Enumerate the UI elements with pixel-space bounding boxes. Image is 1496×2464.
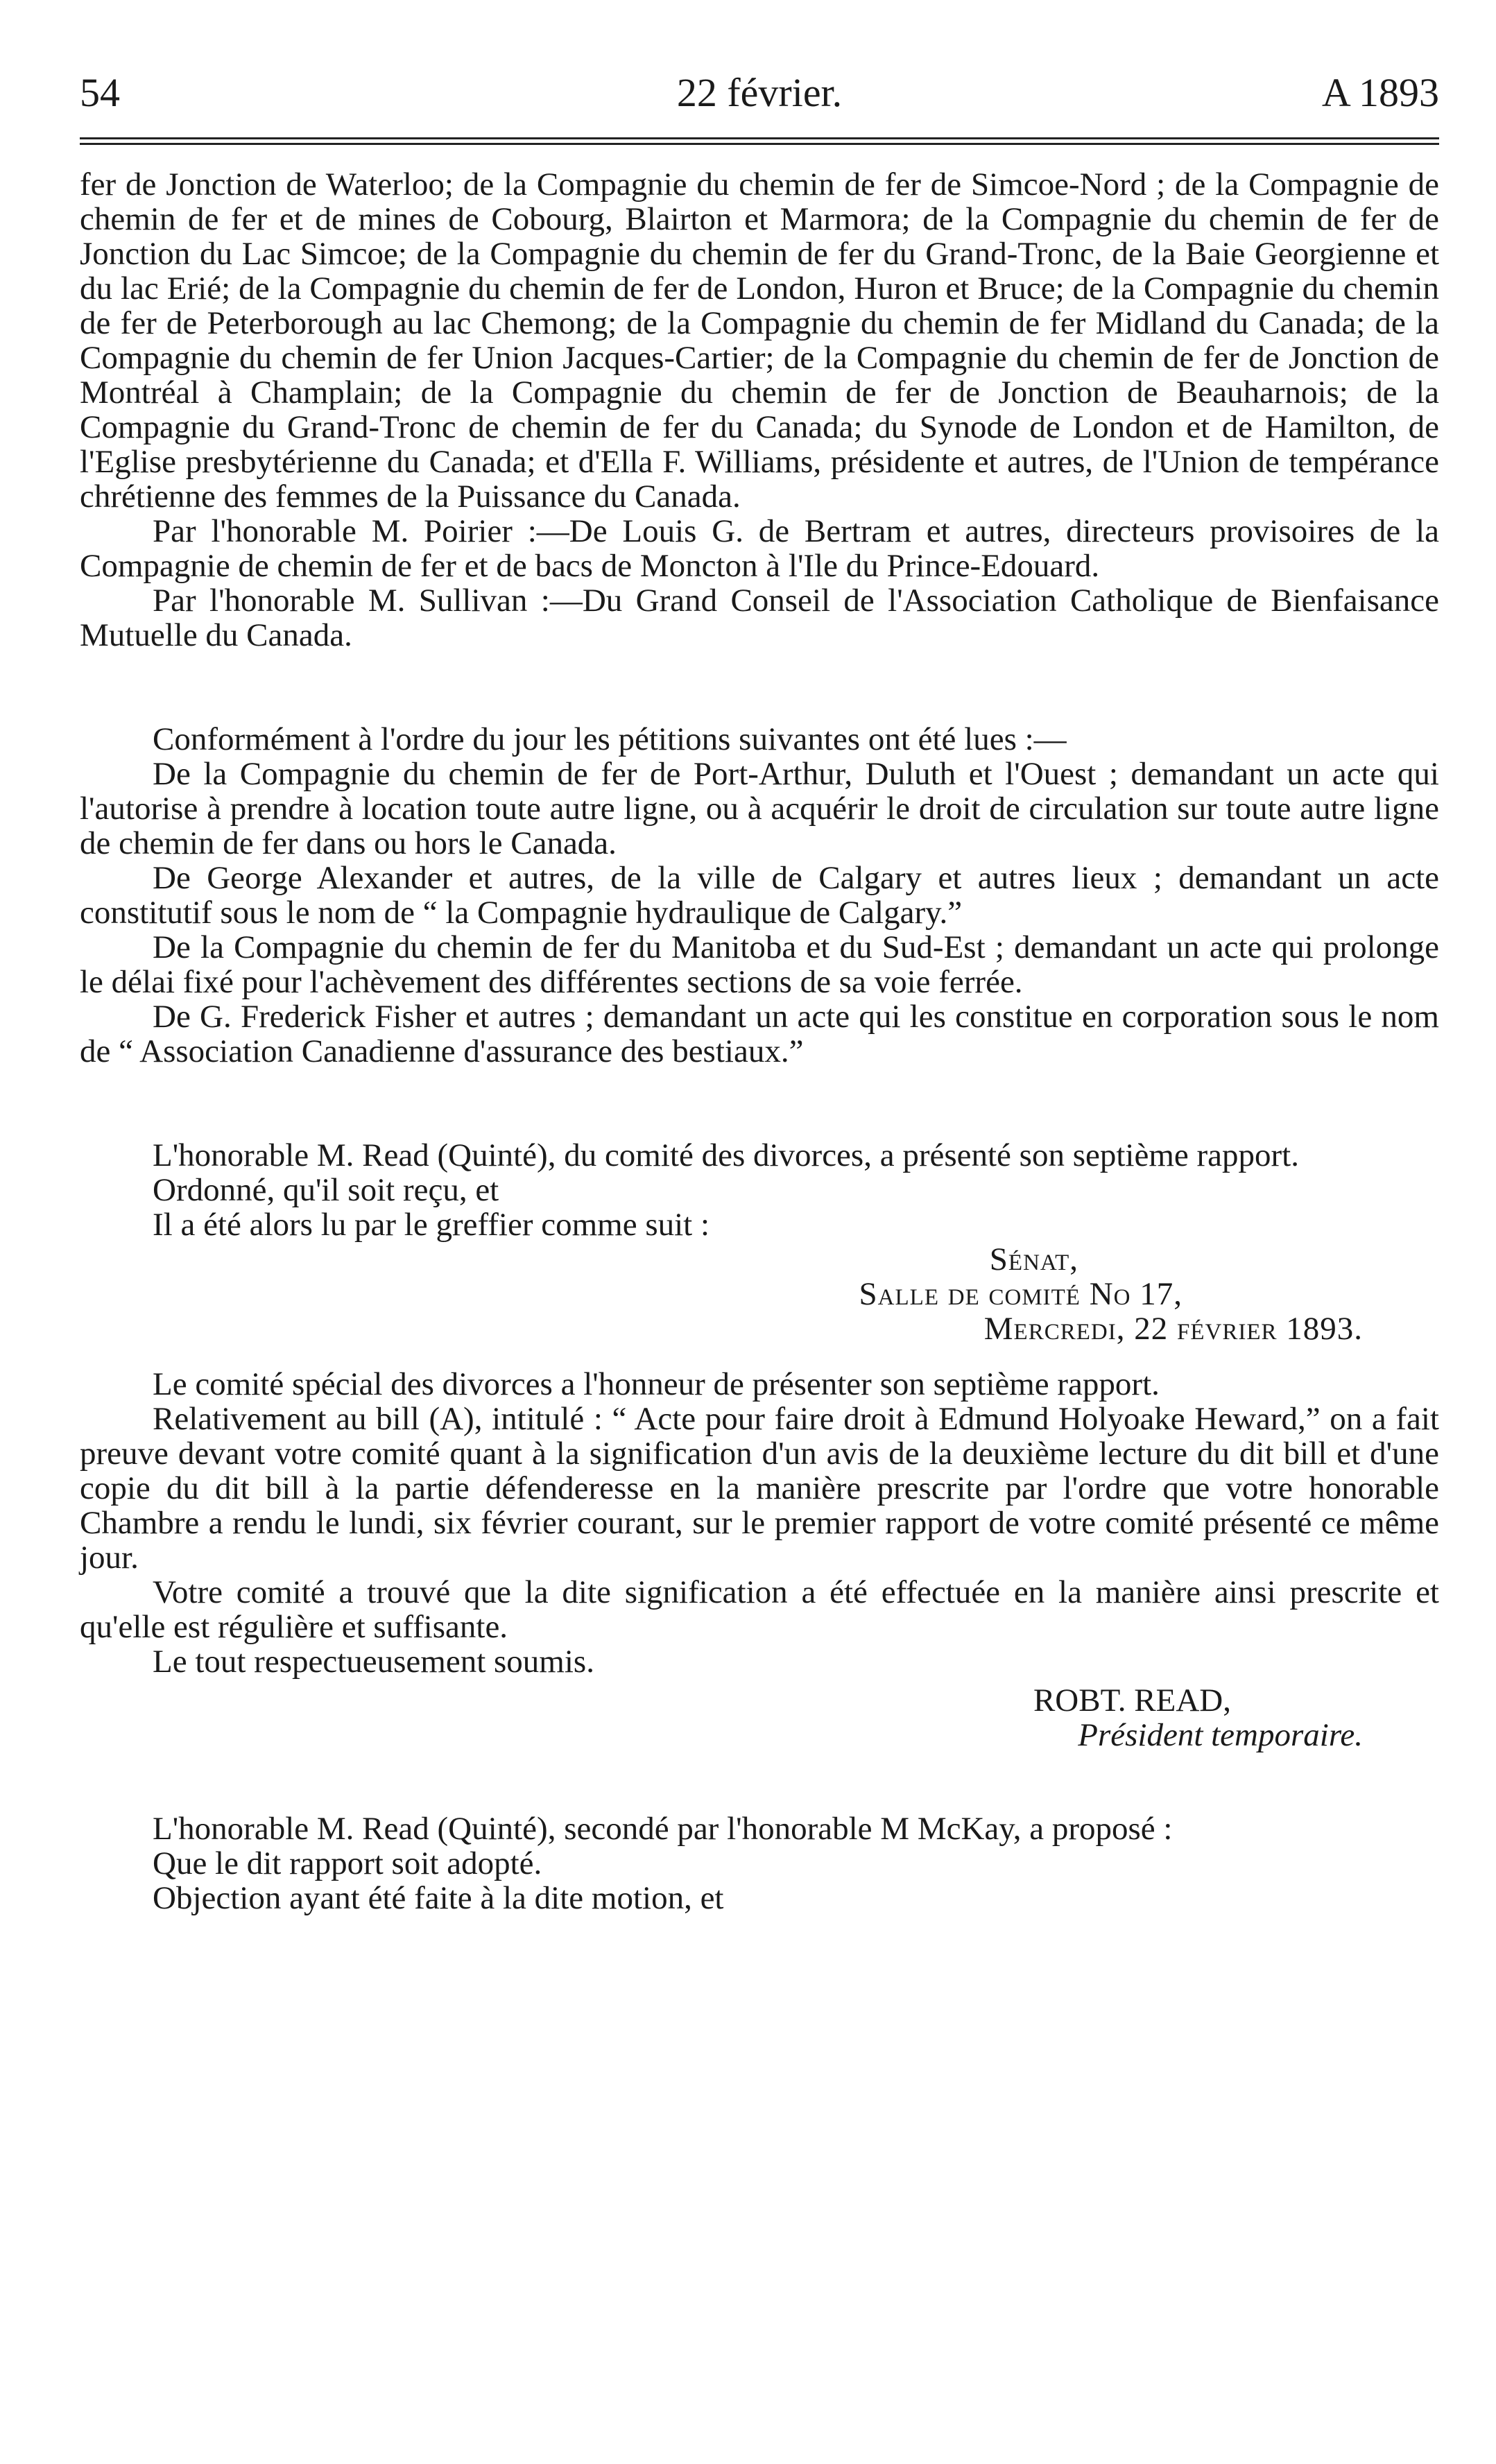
petition-list-continuation: fer de Jonction de Waterloo; de la Compagnie du chemin de fer de Simcoe-Nord ; de la Compagnie de chemin de fer et de mines de Cobourg, Blairton et Marmora; de la Compagnie du chemin de fer de Jonction du Lac Simcoe; de la Compagnie du chemin de fer du Grand-Tronc, de la Baie Georgienne et du lac Erié; de la Compagnie du chemin de fer de London, Huron et Bruce; de la Compagnie du chemin de fer de Peterborough au lac Chemong; de la Compagnie du chemin de fer Midland du Canada; de la Compagnie du chemin de fer Union Jacques-Cartier; de la Compagnie du chemin de fer de Jonction de Montréal à Champlain; de la Compagnie du chemin de fer de Jonction de Beauharnois; de la Compagnie du Grand-Tronc de chemin de fer du Canada; du Synode de London et de Hamilton, de l'Eglise presbytérienne du Canada; et d'Ella F. Williams, présidente et autres, de l'Union de tempérance chrétienne des femmes de la Puissance du Canada. [80, 166, 1439, 515]
signature-name: ROBT. READ, [1033, 1682, 1231, 1718]
report-closing: Le tout respectueusement soumis. [153, 1644, 594, 1680]
petition-manitoba: De la Compagnie du chemin de fer du Manitoba et du Sud-Est ; demandant un acte qui prolonge le délai fixé pour l'achèvement des différentes sections de sa voie ferrée. [80, 929, 1439, 1000]
header-year: A 1893 [1321, 70, 1439, 115]
header-double-rule [80, 137, 1439, 145]
signature-title: Président temporaire. [1078, 1717, 1363, 1753]
ordered-received: Ordonné, qu'il soit reçu, et [153, 1172, 499, 1208]
page-number: 54 [80, 70, 120, 115]
body-text [80, 167, 1439, 1915]
report-paragraph-3: Votre comité a trouvé que la dite signification a été effectuée en la manière ainsi prescrite et qu'elle est régulière et suffisante. [80, 1574, 1439, 1645]
report-heading-senat: Sénat, [989, 1241, 1078, 1277]
section-gap [80, 653, 1439, 722]
sullivan-petition: Par l'honorable M. Sullivan :—Du Grand Conseil de l'Association Catholique de Bienfaisance Mutuelle du Canada. [80, 583, 1439, 653]
header-date: 22 février. [676, 70, 843, 115]
petition-calgary: De George Alexander et autres, de la ville de Calgary et autres lieux ; demandant un acte constitutif sous le nom de “ la Compagnie hydraulique de Calgary.” [80, 860, 1439, 931]
report-paragraph-2: Relativement au bill (A), intitulé : “ Acte pour faire droit à Edmund Holyoake Heward,” on a fait preuve devant votre comité quant à la signification d'un avis de la deuxième lecture du dit bill et d'une copie du dit bill à la partie défenderesse en la manière prescrite par l'ordre que votre honorable Chambre a rendu le lundi, six février courant, sur le premier rapport de votre comité présenté ce même jour. [80, 1401, 1439, 1576]
motion-proposed: L'honorable M. Read (Quinté), secondé par l'honorable M McKay, a proposé : [153, 1811, 1173, 1847]
petition-port-arthur: De la Compagnie du chemin de fer de Port-Arthur, Duluth et l'Ouest ; demandant un acte qui l'autorise à prendre à location toute autre ligne, ou à acquérir le droit de circulation sur toute autre ligne de chemin de fer dans ou hors le Canada. [80, 756, 1439, 861]
report-paragraph-1: Le comité spécial des divorces a l'honneur de présenter son septième rapport. [153, 1366, 1160, 1402]
motion-text: Que le dit rapport soit adopté. [153, 1845, 542, 1881]
section-gap [80, 1752, 1439, 1811]
motion-objection: Objection ayant été faite à la dite motion, et [153, 1880, 724, 1916]
report-heading-date: Mercredi, 22 février 1893. [983, 1311, 1363, 1347]
petition-fisher: De G. Frederick Fisher et autres ; demandant un acte qui les constitue en corporation sous le nom de “ Association Canadienne d'assurance des bestiaux.” [80, 999, 1439, 1069]
section-gap [80, 1069, 1439, 1138]
running-header [80, 55, 1439, 125]
divorce-committee-report-intro: L'honorable M. Read (Quinté), du comité des divorces, a présenté son septième rapport. [153, 1137, 1299, 1173]
page [80, 55, 1439, 1915]
report-heading-room: Salle de comité No 17, [859, 1276, 1183, 1312]
poirier-petition: Par l'honorable M. Poirier :—De Louis G. de Bertram et autres, directeurs provisoires de la Compagnie de chemin de fer et de bacs de Moncton à l'Ile du Prince-Edouard. [80, 513, 1439, 584]
read-by-clerk: Il a été alors lu par le greffier comme suit : [153, 1207, 710, 1243]
petitions-read-intro: Conformément à l'ordre du jour les pétitions suivantes ont été lues :— [153, 721, 1067, 757]
